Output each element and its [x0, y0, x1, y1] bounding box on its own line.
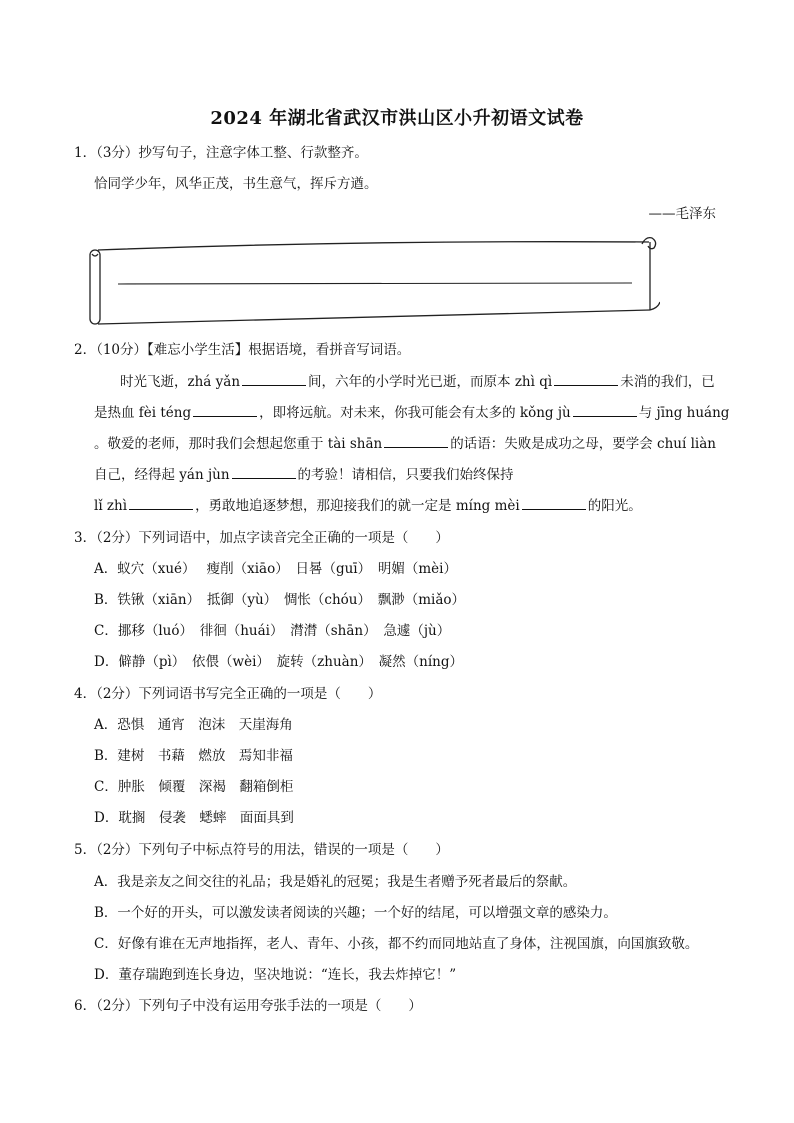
q2-text: 间，六年的小学时光已逝，而原本 zhì qì [308, 374, 553, 390]
q2-text: 与 jīng huáng [638, 405, 730, 421]
q2-line-4 [94, 466, 514, 484]
answer-blank[interactable] [129, 497, 193, 510]
q4-stem: 4．（2分）下列词语书写完全正确的一项是（ ） [74, 686, 382, 702]
q3-option-a[interactable]: A．蚁穴（xué） 瘦削（xiāo） 日晷（guī） 明媚（mèi） [94, 561, 457, 577]
answer-blank[interactable] [573, 404, 637, 417]
q2-line-5 [94, 497, 642, 515]
answer-blank[interactable] [242, 373, 306, 386]
answer-blank[interactable] [232, 466, 296, 479]
q5-option-a[interactable]: A．我是亲友之间交往的礼品；我是婚礼的冠冕；我是生者赠予死者最后的祭献。 [94, 874, 577, 890]
q5-option-d[interactable]: D．董存瑞跑到连长身边，坚决地说：“连长，我去炸掉它！” [94, 967, 457, 983]
q2-text: 的考验！请相信，只要我们始终保持 [297, 467, 514, 483]
q2-text: 时光飞逝，zhá yǎn [120, 374, 241, 390]
q2-text: 。敬爱的老师，那时我们会想起您重于 tài shān [94, 436, 383, 452]
q3-stem: 3．（2分）下列词语中，加点字读音完全正确的一项是（ ） [74, 530, 449, 546]
q3-option-d[interactable]: D．僻静（pì） 依偎（wèi） 旋转（zhuàn） 凝然（níng） [94, 654, 463, 670]
answer-blank[interactable] [193, 404, 257, 417]
answer-blank[interactable] [554, 373, 618, 386]
q2-line-1 [120, 373, 715, 391]
q2-text: 的阳光。 [587, 498, 642, 514]
q2-text: 未消的我们，已 [620, 374, 715, 390]
q2-text: 的话语：失败是成功之母，要学会 chuí liàn [450, 436, 716, 452]
q4-option-a[interactable]: A．恐惧 通宵 泡沫 天崖海角 [94, 717, 293, 733]
answer-blank[interactable] [384, 435, 448, 448]
q1-author: ——毛泽东 [648, 206, 716, 222]
q2-text: ，即将远航。对未来，你我可能会有太多的 kǒng jù [259, 405, 571, 421]
answer-blank[interactable] [522, 497, 586, 510]
q1-sentence: 恰同学少年，风华正茂，书生意气，挥斥方遒。 [94, 176, 378, 192]
q2-text: lǐ zhì [94, 498, 128, 514]
q4-option-c[interactable]: C．肿胀 倾覆 深褐 翻箱倒柜 [94, 779, 294, 795]
q5-option-b[interactable]: B．一个好的开头，可以激发读者阅读的兴趣；一个好的结尾，可以增强文章的感染力。 [94, 905, 617, 921]
q2-line-2 [94, 404, 729, 422]
q5-option-c[interactable]: C．好像有谁在无声地指挥，老人、青年、小孩，都不约而同地站直了身体，注视国旗，向国旗致敬。 [94, 936, 699, 952]
q2-text: 自己，经得起 yán jùn [94, 467, 230, 483]
q5-stem: 5．（2分）下列句子中标点符号的用法，错误的一项是（ ） [74, 842, 449, 858]
q3-option-c[interactable]: C．挪移（luó） 徘徊（huái） 潸潸（shān） 急遽（jù） [94, 623, 451, 639]
q6-stem: 6．（2分）下列句子中没有运用夸张手法的一项是（ ） [74, 998, 422, 1014]
q2-text: ，勇敢地追逐梦想，那迎接我们的就一定是 míng mèi [195, 498, 520, 514]
q1-stem: 1．（3分）抄写句子，注意字体工整、行款整齐。 [74, 145, 368, 161]
copy-scroll-box[interactable] [84, 236, 660, 328]
q2-stem: 2．（10分）【难忘小学生活】根据语境，看拼音写词语。 [74, 342, 411, 358]
q4-option-d[interactable]: D．耽搁 侵袭 蟋蟀 面面具到 [94, 810, 294, 826]
q4-option-b[interactable]: B．建树 书藉 燃放 焉知非福 [94, 748, 293, 764]
q3-option-b[interactable]: B．铁锹（xiān） 抵御（yù） 惆怅（chóu） 飘渺（miǎo） [94, 592, 466, 608]
q2-text: 是热血 fèi téng [94, 405, 192, 421]
q2-line-3 [94, 435, 716, 453]
exam-title: 2024 年湖北省武汉市洪山区小升初语文试卷 [210, 108, 584, 129]
